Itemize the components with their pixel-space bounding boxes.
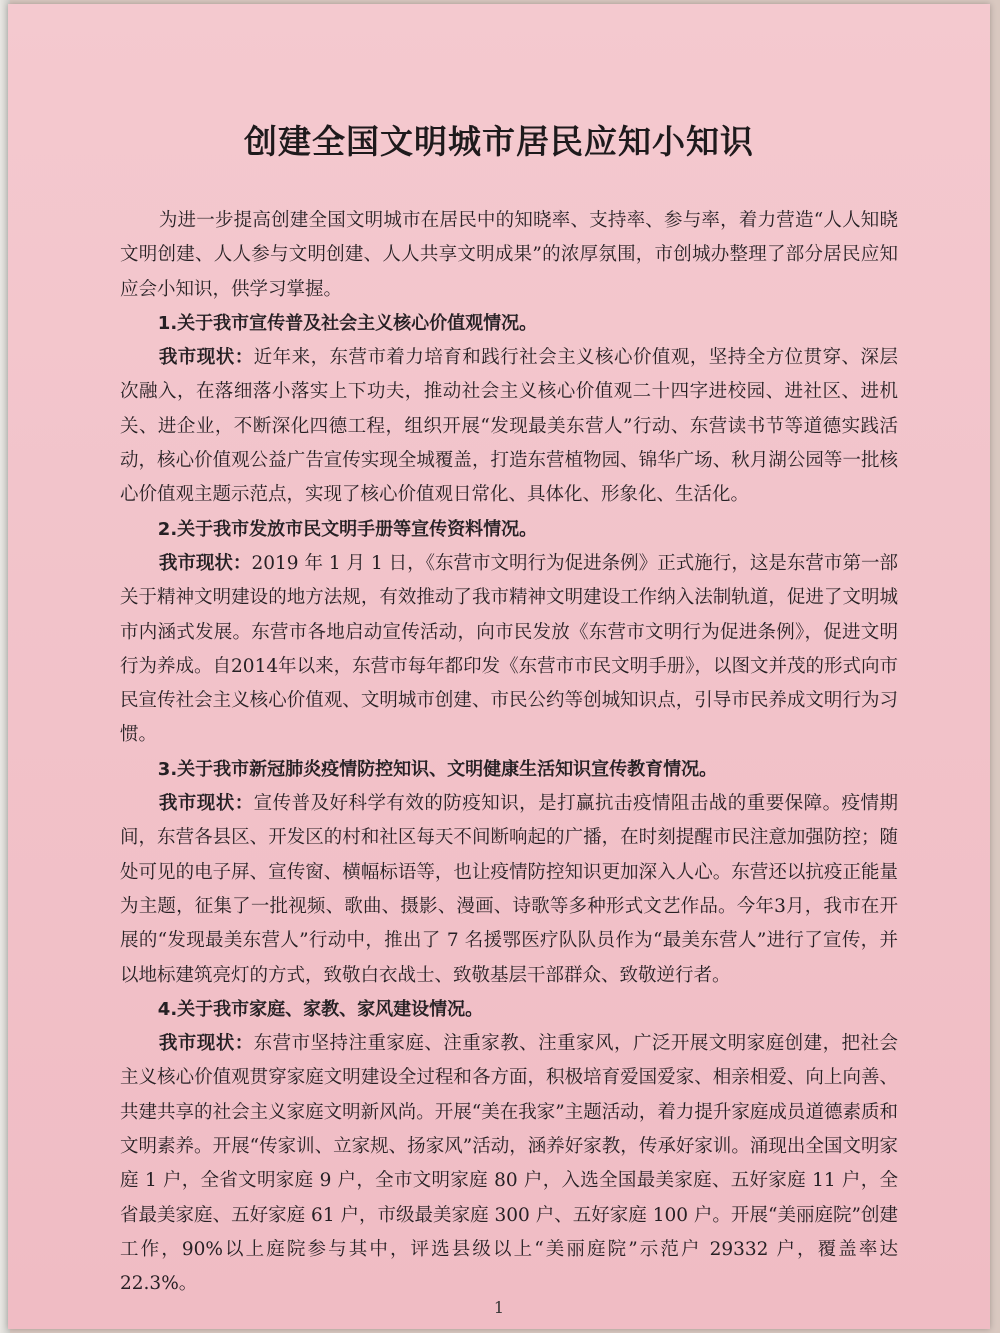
document-title: 创建全国文明城市居民应知小知识 <box>244 122 754 161</box>
section-3-heading: 3.关于我市新冠肺炎疫情防控知识、文明健康生活知识宣传教育情况。 <box>157 758 718 780</box>
section-4-text: 东营市坚持注重家庭、注重家教、注重家风，广泛开展文明家庭创建，把社会主义核心价值观贯穿家庭文明建设全过程和各方面，积极培育爱国爱家、相亲相爱、向上向善、共建共享的社会主义家庭文明新风尚。开展“美在我家”主题活动，着力提升家庭成员道德素质和文明素养。开展“传家训、立家规、扬家风”活动，涵养好家教，传承好家训。涌现出全国文明家庭 1 户，全省文明家庭 9 户，全市文明家庭 80 户，入选全国最美家庭、五好家庭 11 户，全省最美家庭、五好家庭 61 户，市级最美家庭 300 户、五好家庭 100 户。开展“美丽庭院”创建工作，90%以上庭院参与其中，评选县级以上“美丽庭院”示范户 29332 户，覆盖率达 22.3%。 <box>120 1033 898 1295</box>
document-body <box>120 204 898 1302</box>
section-4-paragraph <box>120 1027 898 1301</box>
status-label: 我市现状： <box>158 347 254 369</box>
section-2-paragraph <box>120 547 898 753</box>
section-2-text: 2019 年 1 月 1 日，《东营市文明行为促进条例》正式施行，这是东营市第一部关于精神文明建设的地方法规，有效推动了我市精神文明建设工作纳入法制轨道，促进了文明城市内涵式发展。东营市各地启动宣传活动，向市民发放《东营市文明行为促进条例》，促进文明行为养成。自2014年以来，东营市每年都印发《东营市市民文明手册》，以图文并茂的形式向市民宣传社会主义核心价值观、文明城市创建、市民公约等创城知识点，引导市民养成文明行为习惯。 <box>120 552 898 746</box>
section-2-heading: 2.关于我市发放市民文明手册等宣传资料情况。 <box>157 518 538 540</box>
page-number: 1 <box>493 1298 505 1317</box>
document-page <box>8 4 990 1329</box>
section-4-heading: 4.关于我市家庭、家教、家风建设情况。 <box>157 998 484 1020</box>
status-label: 我市现状： <box>158 552 252 574</box>
intro-paragraph: 为进一步提高创建全国文明城市在居民中的知晓率、支持率、参与率，着力营造“人人知晓文明创建、人人参与文明创建、人人共享文明成果”的浓厚氛围，市创城办整理了部分居民应知应会小知识，供学习掌握。 <box>120 210 898 300</box>
section-3-paragraph <box>120 787 898 993</box>
section-1-heading: 1.关于我市宣传普及社会主义核心价值观情况。 <box>157 312 538 334</box>
status-label: 我市现状： <box>158 1033 254 1055</box>
status-label: 我市现状： <box>158 793 254 815</box>
section-1-paragraph <box>120 341 898 512</box>
section-1-text: 近年来，东营市着力培育和践行社会主义核心价值观，坚持全方位贯穿、深层次融入，在落细落小落实上下功夫，推动社会主义核心价值观二十四字进校园、进社区、进机关、进企业，不断深化四德工程，组织开展“发现最美东营人”行动、东营读书节等道德实践活动，核心价值观公益广告宣传实现全城覆盖，打造东营植物园、锦华广场、秋月湖公园等一批核心价值观主题示范点，实现了核心价值观日常化、具体化、形象化、生活化。 <box>120 347 898 506</box>
section-3-text: 宣传普及好科学有效的防疫知识，是打赢抗击疫情阻击战的重要保障。疫情期间，东营各县区、开发区的村和社区每天不间断响起的广播，在时刻提醒市民注意加强防控；随处可见的电子屏、宣传窗、横幅标语等，也让疫情防控知识更加深入人心。东营还以抗疫正能量为主题，征集了一批视频、歌曲、摄影、漫画、诗歌等多种形式文艺作品。今年3月，我市在开展的“发现最美东营人”行动中，推出了 7 名援鄂医疗队队员作为“最美东营人”进行了宣传，并以地标建筑亮灯的方式，致敬白衣战士、致敬基层干部群众、致敬逆行者。 <box>120 793 898 986</box>
